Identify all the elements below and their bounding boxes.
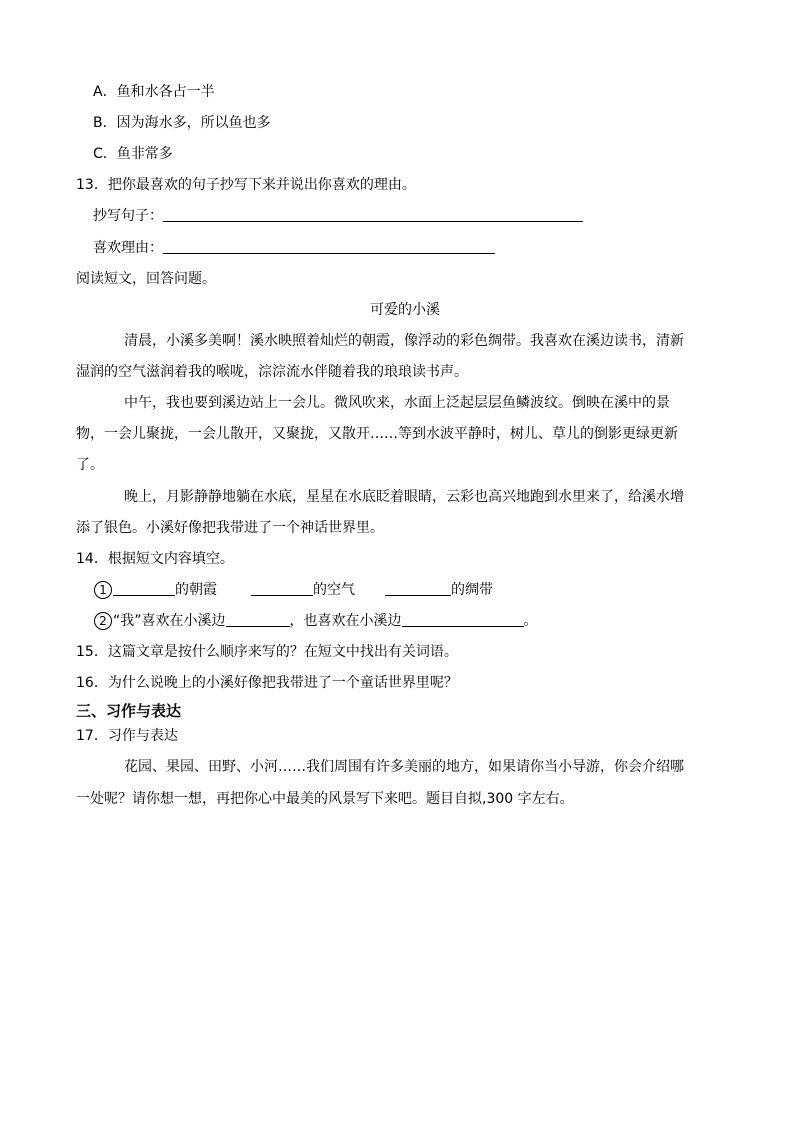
blank-3[interactable]	[385, 581, 451, 596]
reason-label: 喜欢理由：	[93, 240, 163, 256]
passage-p2-line1: 中午，我也要到溪边站上一会儿。微风吹来，水面上泛起层层鱼鳞波纹。倒映在溪中的景	[124, 395, 670, 411]
passage-p2-line2: 物，一会儿聚拢，一会儿散开，又聚拢，又散开……等到水波平静时，树儿、草儿的倒影更绿更新	[76, 426, 678, 442]
fill-label-3: 的绸带	[451, 582, 493, 598]
option-c: C．鱼非常多	[93, 146, 173, 162]
question-15: 15．这篇文章是按什么顺序来写的？在短文中找出有关词语。	[76, 644, 458, 660]
circled-number-1: 1	[94, 581, 112, 599]
section-3-heading: 三、习作与表达	[76, 702, 182, 720]
reason-row	[93, 238, 495, 258]
reading-instruction: 阅读短文，回答问题。	[76, 271, 216, 287]
question-17: 17．习作与表达	[76, 728, 178, 744]
fill-row-1	[94, 580, 493, 600]
copy-sentence-label: 抄写句子：	[93, 208, 163, 224]
passage-title: 可爱的小溪	[370, 302, 440, 318]
q17-prompt-line1: 花园、果园、田野、小河……我们周围有许多美丽的地方，如果请你当小导游，你会介绍哪	[124, 759, 684, 775]
passage-p1-line2: 湿润的空气滋润着我的喉咙，淙淙流水伴随着我的琅琅读书声。	[76, 364, 468, 380]
fill-sentence-part1: “我”喜欢在小溪边	[113, 613, 226, 629]
fill-sentence-part2: ，也喜欢在小溪边	[289, 613, 402, 629]
passage-p3-line2: 添了银色。小溪好像把我带进了一个神话世界里。	[76, 520, 384, 536]
circled-number-2: 2	[94, 612, 112, 630]
fill-sentence-end: 。	[523, 613, 538, 629]
q17-prompt-line2: 一处呢？请你想一想，再把你心中最美的风景写下来吧。题目自拟,300 字左右。	[76, 791, 574, 807]
blank-1[interactable]	[113, 581, 175, 596]
question-13: 13．把你最喜欢的句子抄写下来并说出你喜欢的理由。	[76, 177, 416, 193]
passage-p2-line3: 了。	[76, 457, 104, 473]
option-b: B．因为海水多，所以鱼也多	[93, 115, 271, 131]
fill-label-2: 的空气	[313, 582, 355, 598]
blank-5[interactable]	[402, 612, 524, 627]
copy-sentence-blank[interactable]	[163, 207, 583, 222]
passage-p1-line1: 清晨，小溪多美啊！溪水映照着灿烂的朝霞，像浮动的彩色绸带。我喜欢在溪边读书，清新	[124, 333, 684, 349]
blank-4[interactable]	[226, 612, 290, 627]
reason-blank[interactable]	[163, 239, 495, 254]
option-a: A．鱼和水各占一半	[93, 84, 215, 100]
fill-row-2	[94, 611, 538, 631]
fill-label-1: 的朝霞	[175, 582, 217, 598]
question-14: 14．根据短文内容填空。	[76, 551, 234, 567]
question-16: 16．为什么说晚上的小溪好像把我带进了一个童话世界里呢？	[76, 675, 458, 691]
copy-sentence-row	[93, 206, 583, 226]
passage-p3-line1: 晚上，月影静静地躺在水底，星星在水底眨着眼睛，云彩也高兴地跑到水里来了，给溪水增	[124, 489, 684, 505]
blank-2[interactable]	[251, 581, 313, 596]
